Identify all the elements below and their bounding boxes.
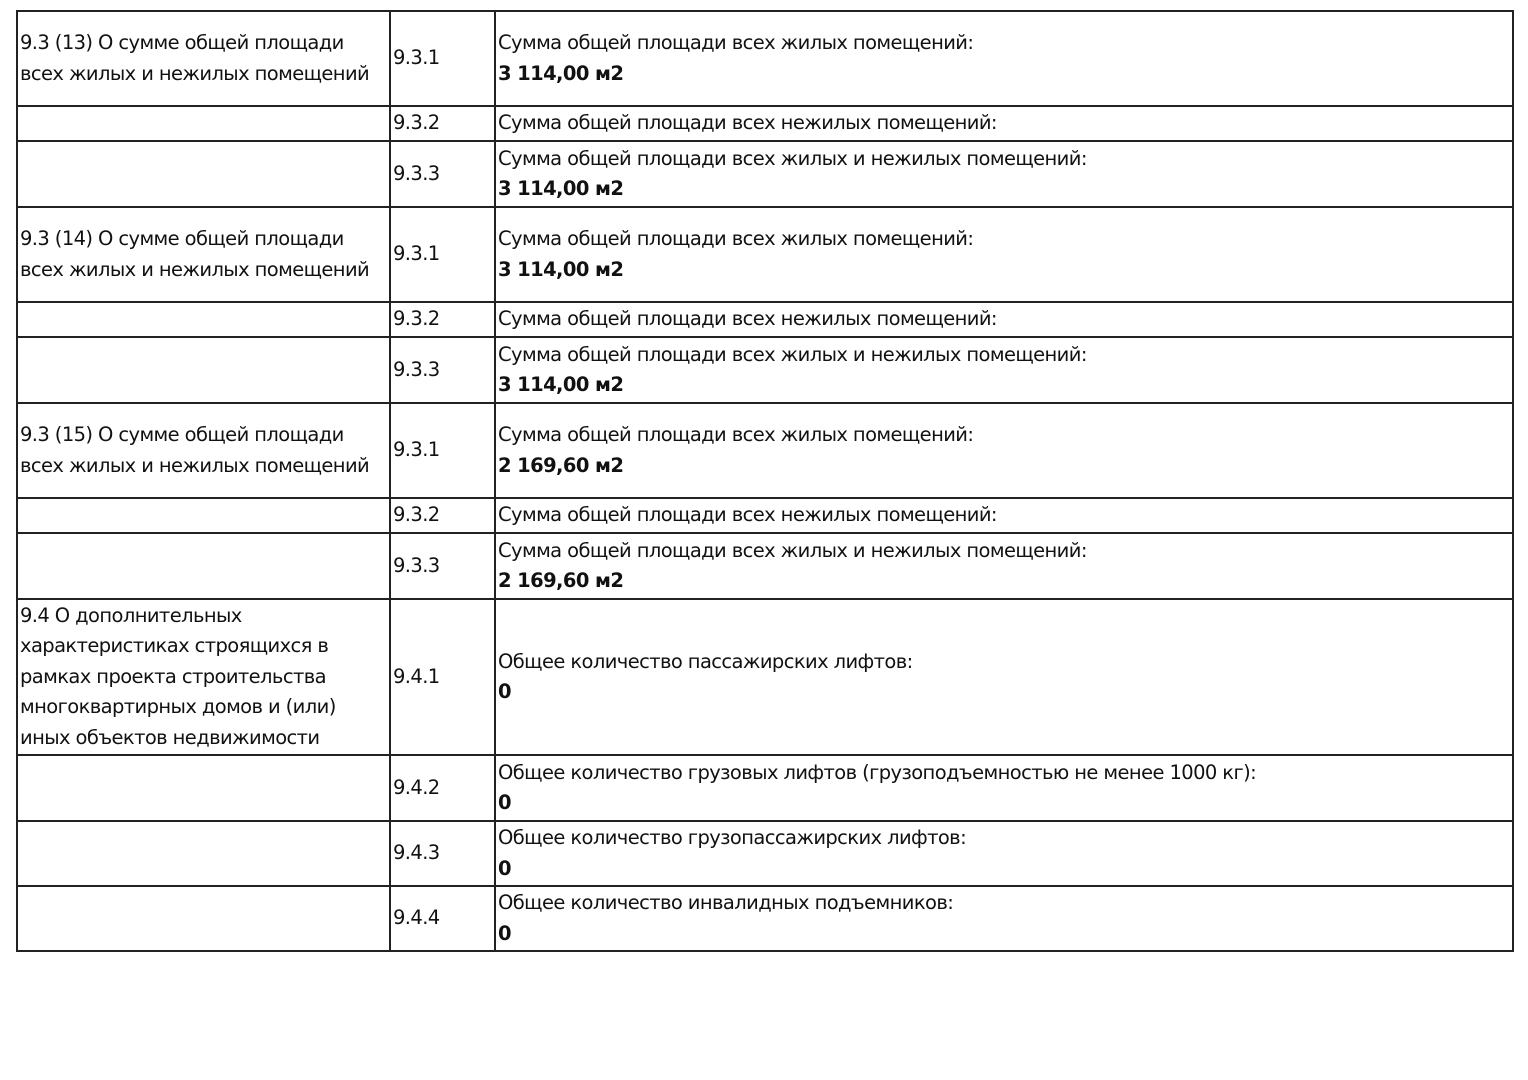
table-row — [17, 533, 1513, 599]
section-cell — [17, 755, 390, 821]
section-cell: 9.4 О дополнительных характеристиках строящихся в рамках проекта строительства многоквартирных домов и (или) иных объектов недвижимости — [17, 599, 390, 755]
table-row — [17, 821, 1513, 886]
section-cell — [17, 302, 390, 337]
item-content — [495, 141, 1513, 207]
item-code: 9.4.1 — [390, 599, 495, 755]
table-row — [17, 11, 1513, 106]
item-code: 9.3.3 — [390, 533, 495, 599]
item-content — [495, 533, 1513, 599]
item-label: Сумма общей площади всех жилых и нежилых помещений: — [498, 342, 1087, 366]
table-row — [17, 141, 1513, 207]
item-code: 9.3.1 — [390, 207, 495, 302]
item-content — [495, 11, 1513, 106]
item-code: 9.3.2 — [390, 498, 495, 533]
item-value: 2 169,60 м2 — [498, 569, 624, 592]
section-cell — [17, 533, 390, 599]
document-table — [16, 10, 1514, 952]
item-code: 9.4.4 — [390, 886, 495, 951]
item-content — [495, 337, 1513, 403]
item-value: 0 — [498, 791, 511, 814]
item-content — [495, 498, 1513, 533]
item-code: 9.3.2 — [390, 302, 495, 337]
table-row — [17, 498, 1513, 533]
item-content — [495, 106, 1513, 141]
item-code: 9.3.1 — [390, 11, 495, 106]
section-cell — [17, 821, 390, 886]
section-cell — [17, 886, 390, 951]
item-label: Сумма общей площади всех жилых помещений: — [498, 227, 974, 250]
item-label: Общее количество грузовых лифтов (грузоподъемностью не менее 1000 кг): — [498, 760, 1257, 784]
item-content — [495, 302, 1513, 337]
item-code: 9.4.3 — [390, 821, 495, 886]
item-content — [495, 755, 1513, 821]
section-cell: 9.3 (13) О сумме общей площади всех жилых и нежилых помещений — [17, 11, 390, 106]
table-row — [17, 207, 1513, 302]
section-cell — [17, 141, 390, 207]
item-label: Сумма общей площади всех жилых помещений: — [498, 423, 974, 446]
table-row — [17, 337, 1513, 403]
item-content — [495, 599, 1513, 755]
item-value: 0 — [498, 856, 511, 880]
item-label: Сумма общей площади всех нежилых помещений: — [498, 503, 997, 527]
item-code: 9.3.1 — [390, 403, 495, 498]
item-code: 9.3.2 — [390, 106, 495, 141]
item-value: 0 — [498, 680, 511, 703]
item-label: Общее количество грузопассажирских лифтов: — [498, 826, 967, 849]
section-cell — [17, 106, 390, 141]
item-value: 0 — [498, 921, 511, 945]
item-label: Общее количество инвалидных подъемников: — [498, 891, 954, 914]
item-value: 3 114,00 м2 — [498, 177, 624, 200]
item-content — [495, 207, 1513, 302]
item-value: 3 114,00 м2 — [498, 61, 624, 85]
table-row — [17, 599, 1513, 755]
item-content — [495, 403, 1513, 498]
section-cell: 9.3 (14) О сумме общей площади всех жилых и нежилых помещений — [17, 207, 390, 302]
table-row — [17, 886, 1513, 951]
item-label: Сумма общей площади всех жилых и нежилых помещений: — [498, 538, 1087, 562]
table-row — [17, 106, 1513, 141]
table-row — [17, 755, 1513, 821]
item-label: Сумма общей площади всех жилых и нежилых помещений: — [498, 146, 1087, 170]
item-label: Сумма общей площади всех жилых помещений: — [498, 31, 974, 54]
table-row — [17, 403, 1513, 498]
section-cell: 9.3 (15) О сумме общей площади всех жилых и нежилых помещений — [17, 403, 390, 498]
item-content — [495, 821, 1513, 886]
table-row — [17, 302, 1513, 337]
item-value: 3 114,00 м2 — [498, 373, 624, 396]
item-code: 9.3.3 — [390, 337, 495, 403]
item-label: Сумма общей площади всех нежилых помещений: — [498, 111, 997, 135]
item-code: 9.3.3 — [390, 141, 495, 207]
section-cell — [17, 337, 390, 403]
item-code: 9.4.2 — [390, 755, 495, 821]
item-value: 3 114,00 м2 — [498, 257, 624, 281]
item-label: Общее количество пассажирских лифтов: — [498, 649, 913, 673]
item-label: Сумма общей площади всех нежилых помещений: — [498, 307, 997, 331]
section-cell — [17, 498, 390, 533]
item-content — [495, 886, 1513, 951]
item-value: 2 169,60 м2 — [498, 453, 624, 477]
